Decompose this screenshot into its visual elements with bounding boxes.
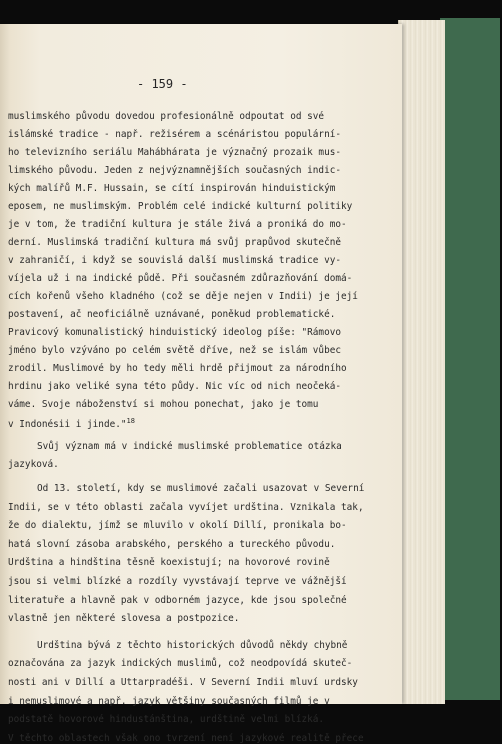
text-line: hrdinu jako veliké syna této půdy. Nic víc od nich neočeká- xyxy=(8,381,342,392)
text-line: Urdština a hindština těsně koexistují; na hovorové rovině xyxy=(8,557,330,569)
text-line: limského původu. Jeden z nejvýznamnějších současných indic- xyxy=(8,165,342,176)
text-line: V těchto oblastech však ono tvrzení není jazykové realitě přece xyxy=(8,732,364,744)
text-line: vlastně jen některé slovesa a postpozice. xyxy=(8,613,240,625)
text-line: Indii, se v této oblasti začala vyvíjet urdština. Vznikala tak, xyxy=(8,501,364,513)
text-line: i nemuslimové a např. jazyk většiny současných filmů je v xyxy=(8,695,330,707)
quote-end-text: v Indonésii i jinde." xyxy=(8,419,127,430)
text-line: je v tom, že tradiční kultura je stále živá a proniká do mo- xyxy=(8,219,347,230)
text-line: v zahraničí, i když se souvislá další muslimská tradice vy- xyxy=(8,255,342,266)
text-line: derní. Muslimská tradiční kultura má svůj prapůvod skutečně xyxy=(8,237,342,248)
text-line: cích kořenů všeho kladného (což se děje nejen v Indii) je její xyxy=(8,291,358,302)
text-line: muslimského původu dovedou profesionálně odpoutat od své xyxy=(8,111,325,122)
text-line: podstatě hovorové hindustánština, urdštině velmi blízká. xyxy=(8,714,325,726)
text-line: zrodil. Muslimové by ho tedy měli hrdě přijmout za národního xyxy=(8,363,347,374)
text-line-with-footnote xyxy=(8,418,135,429)
text-line: Svůj význam má v indické muslimské problematice otázka xyxy=(37,441,342,452)
text-line: váme. Svoje náboženství si mohou ponechat, jako je tomu xyxy=(8,399,319,410)
text-line: že do dialektu, jímž se mluvilo v okolí Dillí, pronikala bo- xyxy=(8,520,347,532)
text-line: označována za jazyk indických muslimů, což neodpovídá skuteč- xyxy=(8,658,353,670)
text-line: Od 13. století, kdy se muslimové začali usazovat v Severní xyxy=(37,483,365,494)
text-line: Pravicový komunalistický hinduistický ideolog píše: "Rámovo xyxy=(8,327,342,338)
text-line: Urdština bývá z těchto historických důvodů někdy chybně xyxy=(37,639,348,651)
text-line: islámské tradice - např. režisérem a scénáristou populární- xyxy=(8,129,342,140)
text-line: jméno bylo vzýváno po celém světě dříve, než se islám vůbec xyxy=(8,345,342,356)
text-line: postavení, ač neoficiálně uznávané, poněkud problematické. xyxy=(8,309,336,320)
text-line: eposem, ne muslimským. Problém celé indické kulturní politiky xyxy=(8,201,353,212)
text-line: jazyková. xyxy=(8,459,59,470)
footnote-reference: 18 xyxy=(126,417,135,425)
page-number: - 159 - xyxy=(137,77,188,91)
text-line: jsou si velmi blízké a rozdíly vyvstávají teprve ve vážnější xyxy=(8,576,347,587)
page-stack-edge xyxy=(398,20,445,704)
text-line: ho televizního seriálu Mahábhárata je význačný prozaik mus- xyxy=(8,147,342,158)
text-line: hatá slovní zásoba arabského, perského a tureckého původu. xyxy=(8,538,336,550)
text-line: nosti ani v Dillí a Uttarpradéši. V Severní Indii mluví urdsky xyxy=(8,677,358,688)
text-line: kých malířů M.F. Hussain, se cítí inspirován hinduistickým xyxy=(8,183,336,194)
text-line: víjela už i na indické půdě. Při současném zdůrazňování domá- xyxy=(8,273,353,284)
book-cover-board xyxy=(440,18,500,700)
text-line: literatuře a hlavně pak v odborném jazyce, kde jsou společné xyxy=(8,594,347,606)
